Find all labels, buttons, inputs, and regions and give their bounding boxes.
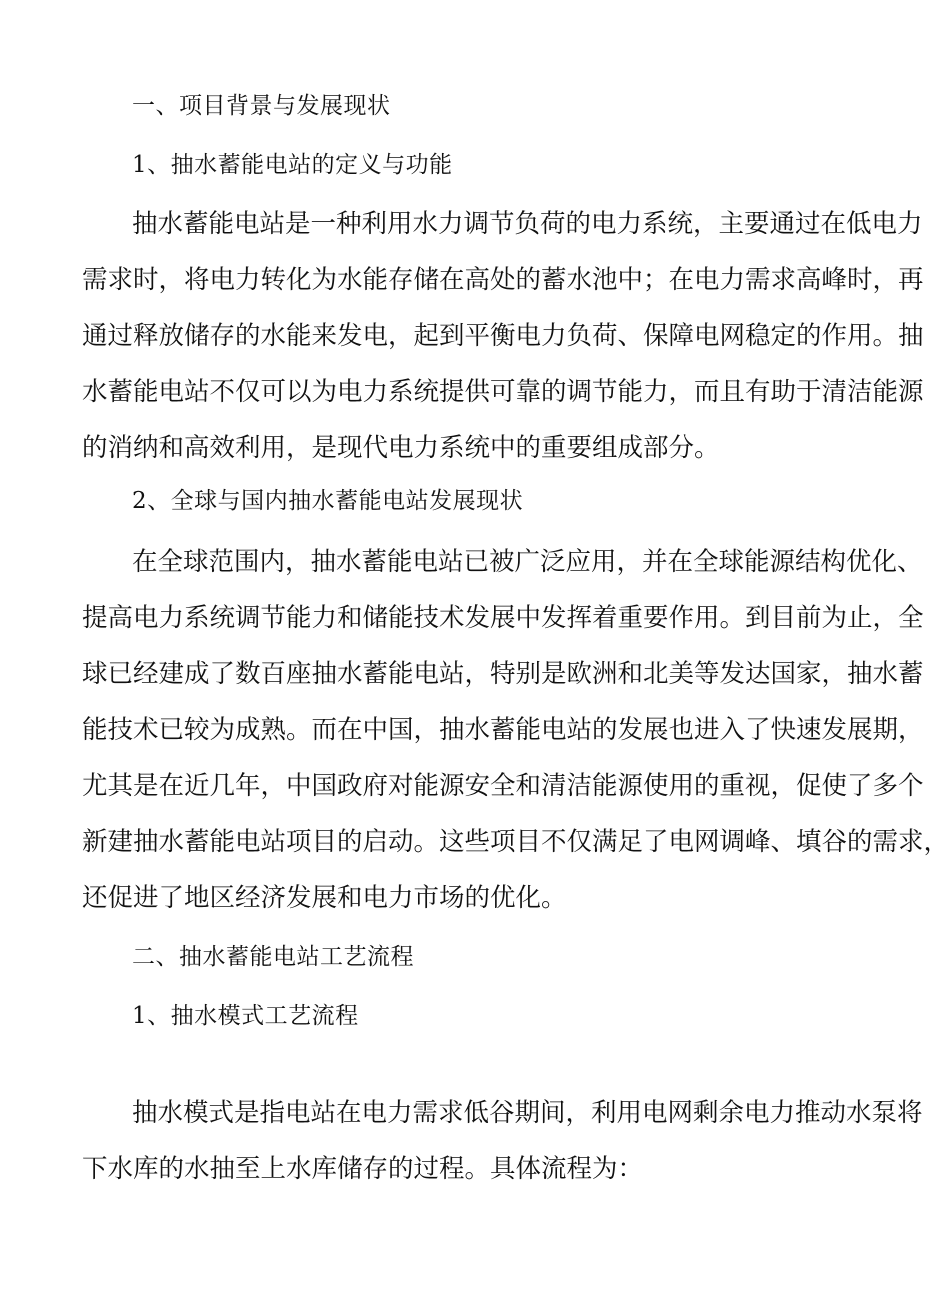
paragraph-line: 的消纳和高效利用，是现代电力系统中的重要组成部分。	[82, 433, 720, 463]
paragraph-line: 球已经建成了数百座抽水蓄能电站，特别是欧洲和北美等发达国家，抽水蓄	[82, 659, 924, 689]
paragraph-line: 抽水蓄能电站是一种利用水力调节负荷的电力系统，主要通过在低电力	[132, 209, 923, 239]
paragraph-line: 在全球范围内，抽水蓄能电站已被广泛应用，并在全球能源结构优化、	[132, 547, 923, 577]
section-1-2-paragraph	[82, 534, 949, 926]
paragraph-line: 需求时，将电力转化为水能存储在高处的蓄水池中；在电力需求高峰时，再	[82, 265, 924, 295]
section-1-1-title: 1、抽水蓄能电站的定义与功能	[132, 152, 453, 178]
paragraph-line: 抽水模式是指电站在电力需求低谷期间，利用电网剩余电力推动水泵将	[132, 1098, 923, 1128]
paragraph-line: 还促进了地区经济发展和电力市场的优化。	[82, 883, 567, 913]
section-2-title: 二、抽水蓄能电站工艺流程	[132, 944, 414, 970]
section-1-1-paragraph	[82, 196, 924, 476]
paragraph-line: 通过释放储存的水能来发电，起到平衡电力负荷、保障电网稳定的作用。抽	[82, 321, 924, 351]
section-1-2-title: 2、全球与国内抽水蓄能电站发展现状	[132, 488, 524, 514]
section-1-title: 一、项目背景与发展现状	[132, 93, 391, 119]
section-2-1-title: 1、抽水模式工艺流程	[132, 1003, 359, 1029]
paragraph-line: 能技术已较为成熟。而在中国，抽水蓄能电站的发展也进入了快速发展期，	[82, 715, 924, 745]
paragraph-line: 提高电力系统调节能力和储能技术发展中发挥着重要作用。到目前为止，全	[82, 603, 924, 633]
paragraph-line: 尤其是在近几年，中国政府对能源安全和清洁能源使用的重视，促使了多个	[82, 771, 924, 801]
paragraph-line: 水蓄能电站不仅可以为电力系统提供可靠的调节能力，而且有助于清洁能源	[82, 377, 924, 407]
section-2-1-paragraph	[82, 1085, 923, 1197]
paragraph-line: 下水库的水抽至上水库储存的过程。具体流程为：	[82, 1154, 644, 1184]
paragraph-line: 新建抽水蓄能电站项目的启动。这些项目不仅满足了电网调峰、填谷的需求，	[82, 827, 949, 857]
